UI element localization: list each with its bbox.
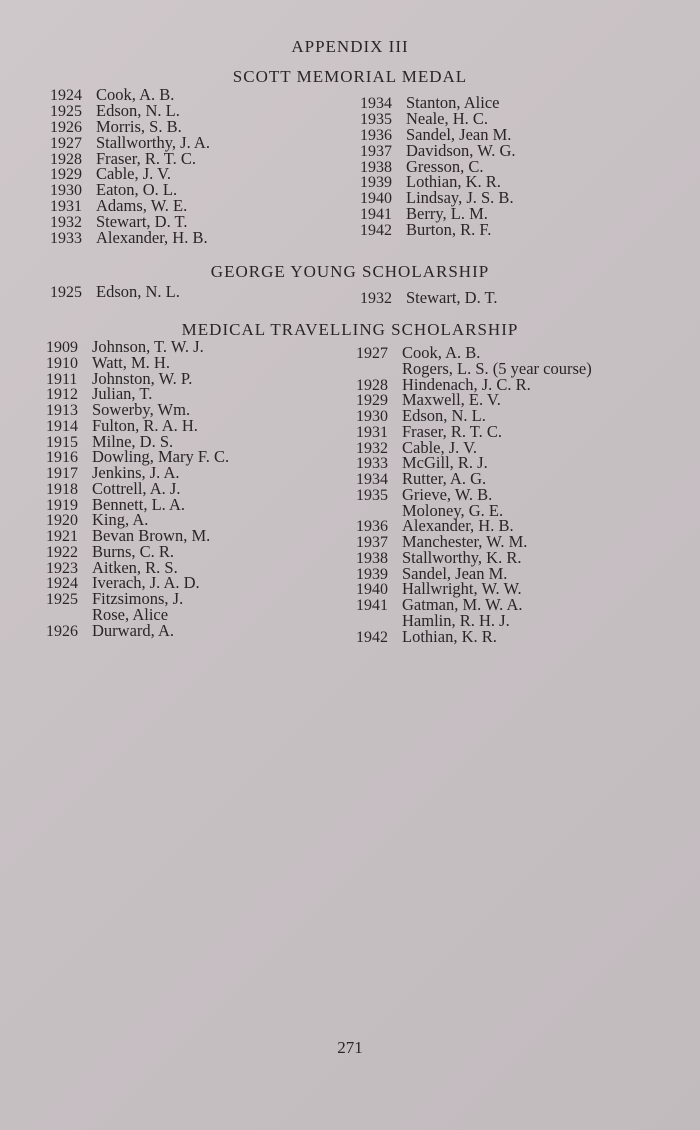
scott-medal-list-right bbox=[360, 95, 516, 238]
list-item bbox=[46, 620, 229, 640]
recipient-name: Cable, J. V. bbox=[96, 164, 172, 184]
award-year: 1915 bbox=[46, 433, 78, 451]
recipient-name: Edson, N. L. bbox=[96, 100, 180, 120]
recipient-name: Alexander, H. B. bbox=[96, 228, 208, 248]
recipient-name: Dowling, Mary F. C. bbox=[92, 447, 230, 467]
award-year: 1940 bbox=[360, 190, 392, 208]
award-year: 1909 bbox=[46, 339, 78, 356]
award-year: 1942 bbox=[360, 222, 392, 240]
recipient-name: Julian, T. bbox=[92, 384, 153, 404]
award-year: 1928 bbox=[356, 376, 388, 394]
award-year: 1936 bbox=[356, 518, 388, 536]
recipient-name: Iverach, J. A. D. bbox=[92, 573, 200, 593]
award-year: 1929 bbox=[356, 392, 388, 410]
section-title-scott-memorial-medal: SCOTT MEMORIAL MEDAL bbox=[232, 67, 468, 86]
recipient-name: Aitken, R. S. bbox=[92, 557, 178, 577]
list-item bbox=[50, 230, 210, 246]
medical-travelling-list-left bbox=[46, 339, 229, 638]
award-year: 1932 bbox=[356, 439, 388, 457]
recipient-name: Sandel, Jean M. bbox=[406, 124, 512, 144]
list-item bbox=[360, 290, 498, 306]
award-year: 1927 bbox=[50, 134, 82, 152]
recipient-name: Fraser, R. T. C. bbox=[96, 148, 197, 168]
recipient-name: Morris, S. B. bbox=[96, 116, 182, 136]
recipient-name: Fitzsimons, J. bbox=[92, 589, 184, 608]
award-year: 1926 bbox=[50, 118, 82, 136]
award-year: 1931 bbox=[356, 423, 388, 441]
award-year: 1936 bbox=[360, 126, 392, 144]
award-year: 1939 bbox=[360, 174, 392, 192]
award-year: 1932 bbox=[360, 290, 392, 307]
recipient-name: Hallwright, W. W. bbox=[402, 579, 522, 599]
recipient-name: Burns, C. R. bbox=[92, 541, 175, 561]
award-year: 1933 bbox=[50, 230, 82, 248]
award-year: 1932 bbox=[50, 214, 82, 232]
recipient-name: Stallworthy, J. A. bbox=[96, 132, 210, 152]
recipient-name: McGill, R. J. bbox=[402, 453, 488, 473]
recipient-name: Adams, W. E. bbox=[96, 196, 188, 216]
recipient-name: Bennett, L. A. bbox=[92, 494, 186, 514]
medical-travelling-list-right bbox=[356, 345, 592, 644]
award-year: 1930 bbox=[50, 182, 82, 200]
recipient-name: Fraser, R. T. C. bbox=[402, 421, 503, 441]
list-item bbox=[356, 626, 592, 646]
award-year: 1939 bbox=[356, 565, 388, 583]
recipient-name: Cook, A. B. bbox=[96, 85, 175, 104]
recipient-name: Sowerby, Wm. bbox=[92, 400, 191, 419]
recipient-name: Lothian, K. R. bbox=[406, 172, 501, 192]
list-item bbox=[50, 284, 180, 300]
award-year: 1928 bbox=[50, 150, 82, 168]
award-year: 1933 bbox=[356, 455, 388, 473]
recipient-name: Stallworthy, K. R. bbox=[402, 547, 522, 567]
award-year: 1911 bbox=[46, 370, 78, 388]
section-title-george-young-scholarship: GEORGE YOUNG SCHOLARSHIP bbox=[210, 262, 490, 281]
award-year: 1924 bbox=[50, 87, 82, 104]
award-year: 1941 bbox=[356, 597, 388, 614]
george-young-list-right bbox=[360, 290, 498, 306]
award-year: 1937 bbox=[356, 534, 388, 551]
award-year: 1910 bbox=[46, 354, 78, 372]
award-year: 1927 bbox=[356, 345, 388, 362]
award-year: 1913 bbox=[46, 402, 78, 419]
recipient-name: Gatman, M. W. A. bbox=[402, 595, 523, 614]
recipient-name: Bevan Brown, M. bbox=[92, 526, 211, 545]
award-year: 1941 bbox=[360, 206, 392, 224]
award-year: 1918 bbox=[46, 480, 78, 498]
recipient-name: Grieve, W. B. bbox=[402, 484, 493, 504]
award-year: 1937 bbox=[360, 142, 392, 160]
award-year: 1912 bbox=[46, 386, 78, 404]
recipient-name: Cottrell, A. J. bbox=[92, 478, 181, 498]
award-year: 1919 bbox=[46, 496, 78, 514]
recipient-name: Milne, D. S. bbox=[92, 431, 174, 451]
award-year: 1925 bbox=[50, 284, 82, 301]
award-year: 1926 bbox=[46, 622, 78, 640]
appendix-title: APPENDIX III bbox=[291, 37, 409, 56]
recipient-name: Gresson, C. bbox=[406, 156, 484, 176]
recipient-name: Rogers, L. S. (5 year course) bbox=[402, 358, 592, 378]
recipient-name: Moloney, G. E. bbox=[402, 500, 504, 520]
recipient-name: Rutter, A. G. bbox=[402, 469, 487, 488]
recipient-name: Maxwell, E. V. bbox=[402, 390, 501, 410]
award-year: 1934 bbox=[356, 471, 388, 488]
recipient-name: Stewart, D. T. bbox=[96, 212, 188, 232]
award-year: 1917 bbox=[46, 465, 78, 482]
recipient-name: Berry, L. M. bbox=[406, 204, 488, 224]
recipient-name: Hindenach, J. C. R. bbox=[402, 374, 531, 394]
award-year: 1916 bbox=[46, 449, 78, 467]
recipient-name: Durward, A. bbox=[92, 620, 175, 640]
list-item bbox=[360, 222, 516, 238]
award-year: 1935 bbox=[360, 110, 392, 128]
recipient-name: Edson, N. L. bbox=[96, 282, 180, 301]
recipient-name: Eaton, O. L. bbox=[96, 180, 178, 200]
recipient-name: Jenkins, J. A. bbox=[92, 463, 180, 482]
recipient-name: King, A. bbox=[92, 510, 149, 530]
award-year: 1929 bbox=[50, 166, 82, 184]
george-young-list-left bbox=[50, 284, 180, 300]
recipient-name: Neale, H. C. bbox=[406, 108, 489, 128]
recipient-name: Lothian, K. R. bbox=[402, 626, 497, 646]
recipient-name: Sandel, Jean M. bbox=[402, 563, 508, 583]
recipient-name: Rose, Alice bbox=[92, 604, 169, 624]
award-year: 1914 bbox=[46, 417, 78, 435]
recipient-name: Burton, R. F. bbox=[406, 220, 492, 240]
award-year: 1925 bbox=[46, 591, 78, 608]
award-year: 1938 bbox=[356, 549, 388, 567]
award-year: 1930 bbox=[356, 408, 388, 425]
section-title-medical-travelling-scholarship: MEDICAL TRAVELLING SCHOLARSHIP bbox=[181, 320, 519, 339]
award-year: 1938 bbox=[360, 158, 392, 176]
award-year: 1940 bbox=[356, 581, 388, 599]
recipient-name: Manchester, W. M. bbox=[402, 532, 528, 551]
recipient-name: Hamlin, R. H. J. bbox=[402, 610, 510, 630]
recipient-name: Lindsay, J. S. B. bbox=[406, 188, 514, 208]
recipient-name: Fulton, R. A. H. bbox=[92, 415, 198, 435]
page-number: 271 bbox=[337, 1038, 363, 1057]
award-year: 1942 bbox=[356, 628, 388, 646]
recipient-name: Stanton, Alice bbox=[406, 93, 500, 112]
recipient-name: Cable, J. V. bbox=[402, 437, 478, 457]
award-year: 1925 bbox=[50, 102, 82, 120]
recipient-name: Edson, N. L. bbox=[402, 406, 486, 425]
recipient-name: Cook, A. B. bbox=[402, 343, 481, 362]
award-year: 1921 bbox=[46, 528, 78, 545]
recipient-name: Davidson, W. G. bbox=[406, 140, 516, 160]
recipient-name: Alexander, H. B. bbox=[402, 516, 514, 536]
recipient-name: Watt, M. H. bbox=[92, 352, 170, 372]
award-year: 1923 bbox=[46, 559, 78, 577]
award-year: 1931 bbox=[50, 198, 82, 216]
award-year: 1922 bbox=[46, 543, 78, 561]
recipient-name: Johnston, W. P. bbox=[92, 368, 193, 388]
award-year: 1934 bbox=[360, 95, 392, 112]
award-year: 1935 bbox=[356, 486, 388, 504]
recipient-name: Stewart, D. T. bbox=[406, 288, 498, 307]
recipient-name: Johnson, T. W. J. bbox=[92, 337, 204, 356]
award-year: 1924 bbox=[46, 575, 78, 593]
scott-medal-list-left bbox=[50, 87, 210, 246]
award-year: 1920 bbox=[46, 512, 78, 530]
